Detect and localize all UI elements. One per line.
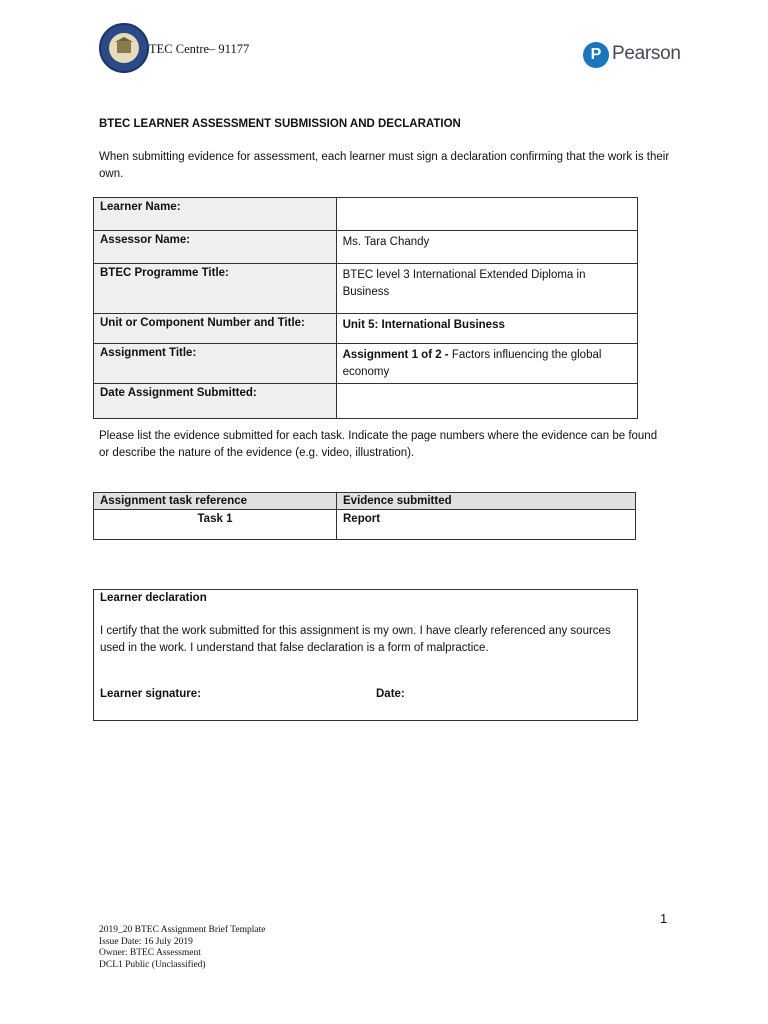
task-reference-header: Assignment task reference [94, 493, 337, 510]
table-row [94, 384, 638, 419]
assessment-details-table [93, 197, 638, 419]
learner-name-field[interactable] [336, 198, 637, 231]
unit-title-value: Unit 5: International Business [336, 314, 637, 344]
pearson-logo-text: Pearson [612, 43, 681, 64]
table-row [94, 314, 638, 344]
table-header-row [94, 493, 636, 510]
evidence-submitted-cell[interactable]: Report [337, 510, 636, 540]
assignment-topic: Factors influencing the global economy [342, 349, 602, 378]
table-row [94, 344, 638, 384]
college-crest-icon [99, 23, 149, 73]
footer-issue-date: Issue Date: 16 July 2019 [99, 936, 193, 947]
declaration-date-label[interactable]: Date: [376, 688, 405, 700]
date-submitted-label: Date Assignment Submitted: [94, 384, 337, 419]
task-reference-cell: Task 1 [94, 510, 337, 540]
assignment-title-label: Assignment Title: [94, 344, 337, 384]
evidence-instructions: Please list the evidence submitted for each task. Indicate the page numbers where the evidence can be found or describe the nature of the evidence (e.g. video, illustration). [99, 430, 658, 459]
learner-name-label: Learner Name: [94, 198, 337, 231]
footer-owner: Owner: BTEC Assessment [99, 948, 201, 958]
learner-signature-label[interactable]: Learner signature: [100, 688, 201, 700]
table-row [94, 231, 638, 264]
centre-number: TEC Centre– 91177 [149, 42, 250, 56]
assignment-number: Assignment 1 of 2 - [342, 349, 449, 361]
assignment-title-value [336, 344, 637, 384]
programme-title-value: BTEC level 3 International Extended Diploma in Business [336, 264, 637, 314]
page-number: 1 [660, 911, 668, 926]
document-footer [99, 925, 266, 970]
footer-template-name: 2019_20 BTEC Assignment Brief Template [99, 925, 266, 935]
pearson-logo-icon: P [583, 42, 609, 68]
table-row [94, 264, 638, 314]
unit-title-label: Unit or Component Number and Title: [94, 314, 337, 344]
assessor-name-label: Assessor Name: [94, 231, 337, 264]
footer-classification: DCL1 Public (Unclassified) [99, 959, 206, 970]
document-title: BTEC LEARNER ASSESSMENT SUBMISSION AND DECLARATION [99, 118, 461, 130]
programme-title-label: BTEC Programme Title: [94, 264, 337, 314]
declaration-heading: Learner declaration [100, 592, 207, 604]
evidence-table [93, 492, 636, 540]
learner-declaration-box [93, 589, 638, 721]
evidence-submitted-header: Evidence submitted [337, 493, 636, 510]
table-row [94, 198, 638, 231]
table-row [94, 510, 636, 540]
intro-text: When submitting evidence for assessment, each learner must sign a declaration confirming that the work is their own. [99, 151, 670, 180]
assessor-name-value: Ms. Tara Chandy [336, 231, 637, 264]
declaration-text: I certify that the work submitted for this assignment is my own. I have clearly referenced any sources used in the work. I understand that false declaration is a form of malpractice. [100, 625, 611, 654]
date-submitted-field[interactable] [336, 384, 637, 419]
